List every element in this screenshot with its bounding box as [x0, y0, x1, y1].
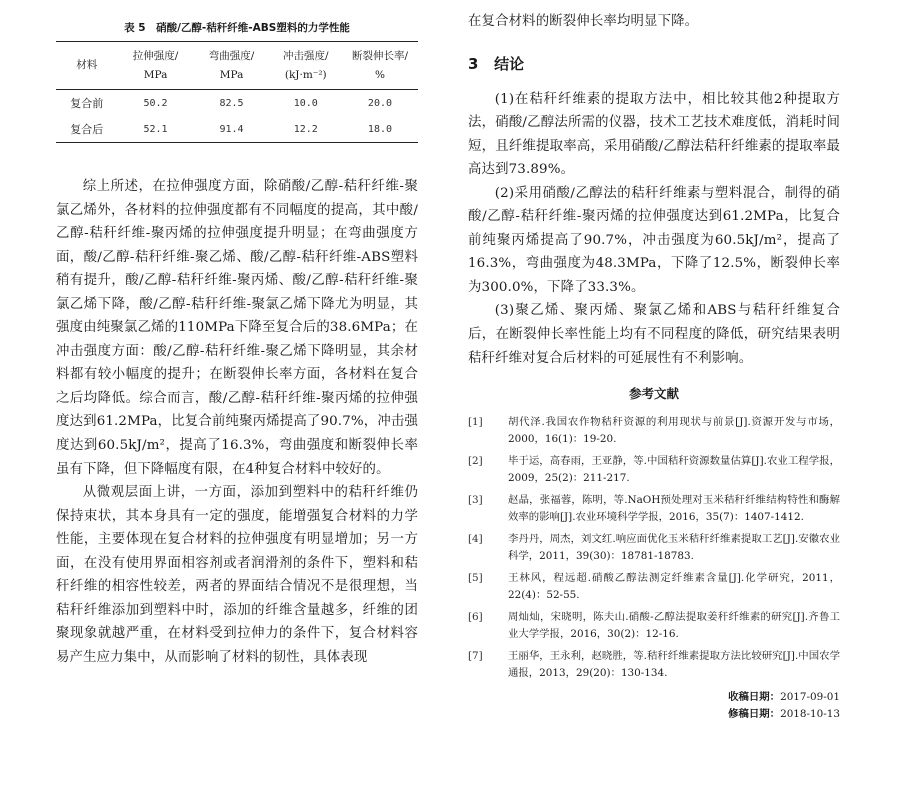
reference-item — [468, 609, 840, 642]
reference-number: [3] — [468, 494, 483, 507]
reference-number: [2] — [468, 455, 483, 468]
reference-number: [6] — [468, 611, 483, 624]
conclusion-paragraph: (1)在秸秆纤维素的提取方法中，相比较其他2种提取方法，硝酸/乙醇法所需的仪器，技术工艺技术难度低，消耗时间短，且纤维提取率高，采用硝酸/乙醇法秸秆纤维素的提取率最高达到73.89%。 — [468, 91, 840, 178]
mechanical-properties-table — [56, 41, 418, 143]
right-column — [468, 0, 840, 723]
header-impact: 冲击强度/ (kJ·m⁻²) — [282, 49, 329, 81]
left-body-text — [56, 175, 418, 669]
table-cell: 18.0 — [367, 123, 393, 135]
header-flexural: 弯曲强度/ MPa — [208, 49, 255, 81]
conclusion-paragraph: (3)聚乙烯、聚丙烯、聚氯乙烯和ABS与秸秆纤维复合后，在断裂伸长率性能上均有不同程度的降低，研究结果表明秸秆纤维对复合后材料的可延展性有不利影响。 — [468, 303, 840, 366]
reference-text: 周灿灿，宋晓明，陈夫山.硝酸-乙醇法提取姜秆纤维素的研究[J].齐鲁工业大学学报，2016，30(2)：12-16. — [508, 611, 840, 640]
reference-item — [468, 570, 840, 603]
reference-text: 毕于运，高春雨，王亚静，等.中国秸秆资源数量估算[J].农业工程学报，2009，25(2)：211-217. — [508, 455, 840, 484]
manuscript-dates — [468, 689, 840, 723]
section-number: 3 — [468, 54, 479, 73]
reference-number: [5] — [468, 572, 483, 585]
table-header-row — [56, 42, 418, 90]
reference-number: [4] — [468, 533, 483, 546]
header-elongation: 断裂伸长率/ % — [351, 49, 408, 81]
received-date: 收稿日期：2017-09-01 — [728, 691, 840, 704]
body-paragraph: 综上所述，在拉伸强度方面，除硝酸/乙醇-秸秆纤维-聚氯乙烯外，各材料的拉伸强度都有不同幅度的提高，其中酸/乙醇-秸秆纤维-聚丙烯的拉伸强度提升明显；在弯曲强度方面，酸/乙醇-秸秆纤维-聚乙烯、酸/乙醇-秸秆纤维-ABS塑料稍有提升，酸/乙醇-秸秆纤维-聚丙烯、酸/乙醇-秸秆纤维-聚氯乙烯下降，酸/乙醇-秸秆纤维-聚氯乙烯下降尤为明显，其强度由纯聚氯乙烯的110MPa下降至复合后的38.6MPa；在冲击强度方面：酸/乙醇-秸秆纤维-聚乙烯下降明显，其余材料都有较小幅度的提升；在断裂伸长率方面，各材料在复合之后均降低。综合而言，酸/乙醇-秸秆纤维-聚丙烯的拉伸强度达到61.2MPa，比复合前纯聚丙烯提高了90.7%，冲击强度达到60.5kJ/m²，提高了16.3%，弯曲强度和断裂伸长率虽有下降，但下降幅度有限，在4种复合材料中较好的。 — [56, 179, 418, 477]
table-caption: 表 5 硝酸/乙醇-秸秆纤维-ABS塑料的力学性能 — [124, 22, 350, 34]
reference-number: [7] — [468, 650, 483, 663]
reference-text: 胡代泽.我国农作物秸秆资源的利用现状与前景[J].资源开发与市场，2000，16(1)：19-20. — [508, 416, 840, 445]
reference-list — [468, 414, 840, 681]
table-cell: 91.4 — [219, 123, 244, 135]
table-cell: 82.5 — [219, 97, 244, 109]
section-title: 结论 — [494, 54, 525, 73]
table-row — [56, 90, 418, 117]
reference-text: 王林风，程远超.硝酸乙醇法测定纤维素含量[J].化学研究，2011，22(4)：52-55. — [508, 572, 840, 601]
table-cell: 复合前 — [70, 97, 104, 110]
left-column — [56, 0, 418, 669]
table-cell: 50.2 — [143, 97, 168, 109]
reference-item — [468, 648, 840, 681]
continued-line: 在复合材料的断裂伸长率均明显下降。 — [468, 14, 699, 29]
body-paragraph: 从微观层面上讲，一方面，添加到塑料中的秸秆纤维仍保持束状，其本身具有一定的强度，能增强复合材料的力学性能，主要体现在复合材料的拉伸强度有明显增加；另一方面，在没有使用界面相容剂或者润滑剂的条件下，塑料和秸秆纤维的相容性较差，两者的界面结合情况不是很理想，当秸秆纤维添加到塑料中时，添加的纤维含量越多，纤维的团聚现象就越严重，在材料受到拉伸力的条件下，复合材料容易产生应力集中，从而影响了材料的韧性，具体表现 — [56, 485, 418, 665]
section-heading — [468, 53, 840, 74]
reference-item — [468, 531, 840, 564]
table-cell: 12.2 — [293, 123, 318, 135]
table-cell: 10.0 — [293, 97, 318, 109]
conclusion-paragraph: (2)采用硝酸/乙醇法的秸秆纤维素与塑料混合，制得的硝酸/乙醇-秸秆纤维-聚丙烯的拉伸强度达到61.2MPa，比复合前纯聚丙烯提高了90.7%，冲击强度为60.5kJ/m²，提高了16.3%，弯曲强度为48.3MPa，下降了12.5%，断裂伸长率为300.0%，下降了33.3%。 — [468, 185, 840, 295]
reference-item — [468, 414, 840, 447]
table-row — [56, 116, 418, 143]
table-cell: 复合后 — [70, 123, 104, 136]
reference-item — [468, 453, 840, 486]
revised-date: 修稿日期：2018-10-13 — [728, 708, 840, 721]
reference-text: 李丹丹，周杰，刘文红.响应面优化玉米秸秆纤维素提取工艺[J].安徽农业科学，2011，39(30)：18781-18783. — [508, 533, 840, 562]
reference-number: [1] — [468, 416, 483, 429]
reference-text: 赵晶，张福蓉，陈明，等.NaOH预处理对玉米秸秆纤维结构特性和酶解效率的影响[J].农业环境科学学报，2016，35(7)：1407-1412. — [508, 494, 840, 523]
references-heading: 参考文献 — [628, 386, 679, 402]
table-cell: 20.0 — [367, 97, 393, 109]
table-cell: 52.1 — [143, 123, 168, 135]
reference-item — [468, 492, 840, 525]
header-tensile: 拉伸强度/ MPa — [132, 49, 179, 81]
header-material: 材料 — [76, 59, 98, 71]
reference-text: 王丽华，王永利，赵晓胜，等.秸秆纤维素提取方法比较研究[J].中国农学通报，2013，29(20)：130-134. — [508, 650, 840, 679]
